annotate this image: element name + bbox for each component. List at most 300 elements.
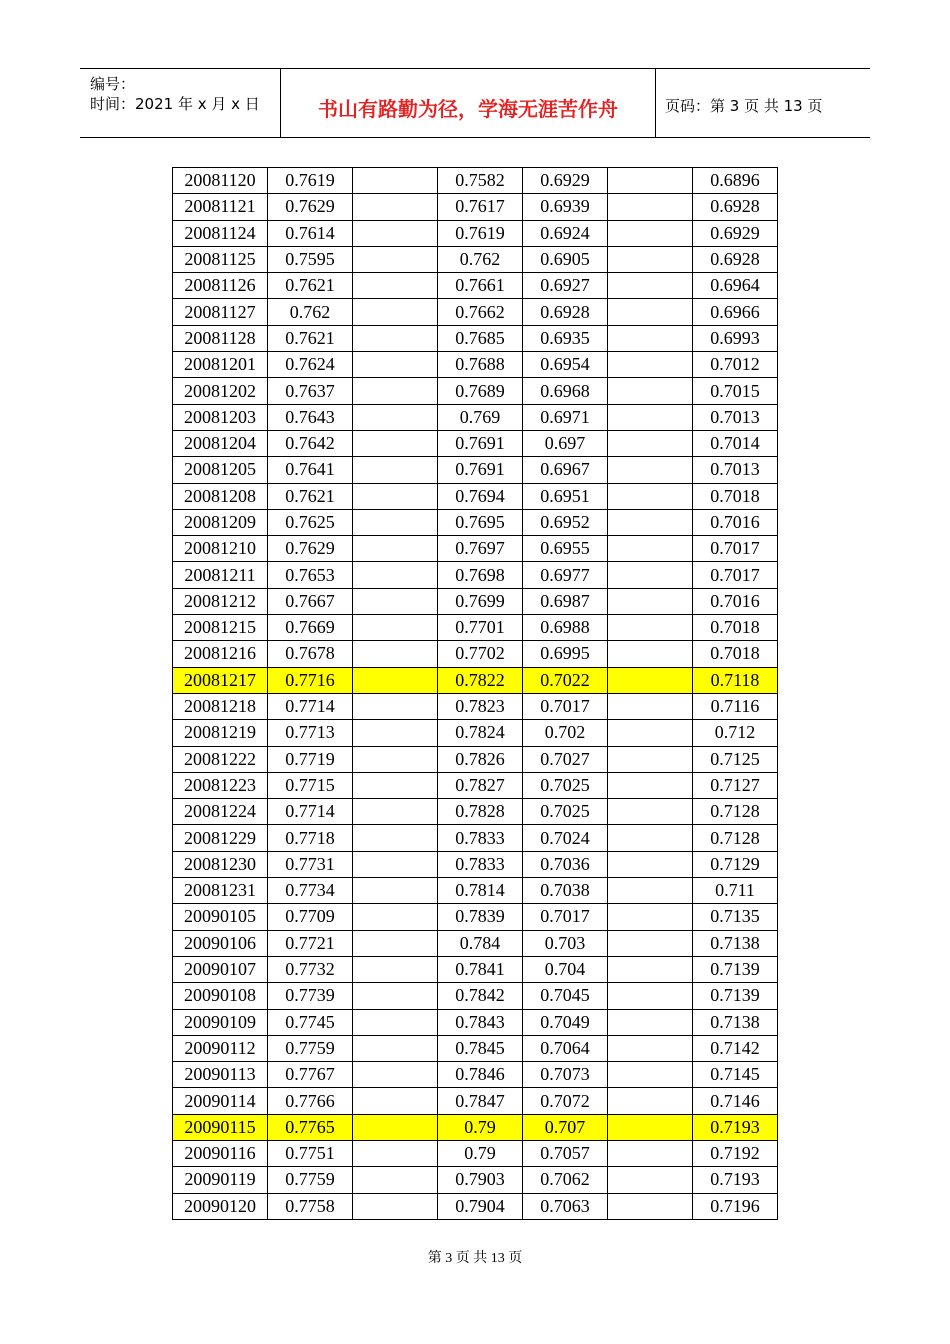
value-cell: 0.6977 xyxy=(523,562,608,588)
value-cell: 0.6952 xyxy=(523,509,608,535)
value-cell: 0.6929 xyxy=(523,168,608,194)
value-cell: 0.7847 xyxy=(438,1088,523,1114)
value-cell: 0.703 xyxy=(523,930,608,956)
value-cell: 0.6929 xyxy=(693,220,778,246)
date-cell: 20081208 xyxy=(173,483,268,509)
table-row xyxy=(173,1088,778,1114)
table-row xyxy=(173,930,778,956)
value-cell xyxy=(353,746,438,772)
date-cell: 20081203 xyxy=(173,404,268,430)
value-cell: 0.7823 xyxy=(438,693,523,719)
value-cell: 0.7614 xyxy=(268,220,353,246)
value-cell xyxy=(608,956,693,982)
value-cell: 0.7827 xyxy=(438,772,523,798)
value-cell: 0.7716 xyxy=(268,667,353,693)
date-cell: 20081120 xyxy=(173,168,268,194)
value-cell: 0.7691 xyxy=(438,457,523,483)
value-cell: 0.6993 xyxy=(693,325,778,351)
table-row xyxy=(173,457,778,483)
value-cell: 0.7904 xyxy=(438,1193,523,1219)
value-cell: 0.6971 xyxy=(523,404,608,430)
date-cell: 20081218 xyxy=(173,693,268,719)
value-cell: 0.7013 xyxy=(693,404,778,430)
value-cell xyxy=(353,299,438,325)
value-cell: 0.7751 xyxy=(268,1140,353,1166)
value-cell: 0.79 xyxy=(438,1114,523,1140)
code-label: 编号： xyxy=(90,75,136,93)
table-row xyxy=(173,194,778,220)
value-cell: 0.7129 xyxy=(693,851,778,877)
value-cell: 0.7715 xyxy=(268,772,353,798)
table-row xyxy=(173,430,778,456)
value-cell xyxy=(353,825,438,851)
value-cell xyxy=(608,1009,693,1035)
value-cell: 0.7018 xyxy=(693,483,778,509)
value-cell: 0.7759 xyxy=(268,1167,353,1193)
date-cell: 20081204 xyxy=(173,430,268,456)
value-cell xyxy=(608,1088,693,1114)
value-cell xyxy=(608,615,693,641)
value-cell xyxy=(608,1062,693,1088)
table-row xyxy=(173,1193,778,1219)
value-cell xyxy=(353,772,438,798)
table-row xyxy=(173,851,778,877)
table-row xyxy=(173,325,778,351)
date-cell: 20090105 xyxy=(173,904,268,930)
value-cell: 0.6964 xyxy=(693,273,778,299)
value-cell: 0.7669 xyxy=(268,615,353,641)
value-cell: 0.79 xyxy=(438,1140,523,1166)
date-cell: 20081219 xyxy=(173,720,268,746)
value-cell: 0.7845 xyxy=(438,1035,523,1061)
table-row xyxy=(173,904,778,930)
table-row xyxy=(173,1167,778,1193)
value-cell: 0.6928 xyxy=(523,299,608,325)
header-motto-cell xyxy=(280,69,656,137)
value-cell: 0.7017 xyxy=(693,536,778,562)
value-cell: 0.7017 xyxy=(523,904,608,930)
table-row xyxy=(173,352,778,378)
value-cell: 0.7828 xyxy=(438,799,523,825)
value-cell: 0.7017 xyxy=(693,562,778,588)
value-cell: 0.7016 xyxy=(693,509,778,535)
value-cell: 0.7072 xyxy=(523,1088,608,1114)
value-cell: 0.7662 xyxy=(438,299,523,325)
value-cell: 0.7833 xyxy=(438,851,523,877)
value-cell: 0.7629 xyxy=(268,536,353,562)
value-cell: 0.7012 xyxy=(693,352,778,378)
table-row xyxy=(173,720,778,746)
value-cell: 0.7625 xyxy=(268,509,353,535)
date-cell: 20081128 xyxy=(173,325,268,351)
value-cell xyxy=(353,273,438,299)
value-cell: 0.6967 xyxy=(523,457,608,483)
value-cell: 0.7846 xyxy=(438,1062,523,1088)
value-cell: 0.7128 xyxy=(693,799,778,825)
value-cell: 0.7145 xyxy=(693,1062,778,1088)
value-cell: 0.7193 xyxy=(693,1167,778,1193)
date-cell: 20081210 xyxy=(173,536,268,562)
value-cell: 0.7824 xyxy=(438,720,523,746)
date-cell: 20090115 xyxy=(173,1114,268,1140)
date-cell: 20090112 xyxy=(173,1035,268,1061)
value-cell: 0.7642 xyxy=(268,430,353,456)
value-cell: 0.6924 xyxy=(523,220,608,246)
value-cell xyxy=(608,983,693,1009)
value-cell: 0.762 xyxy=(438,246,523,272)
value-cell: 0.7714 xyxy=(268,799,353,825)
date-cell: 20081124 xyxy=(173,220,268,246)
value-cell: 0.6935 xyxy=(523,325,608,351)
table-row xyxy=(173,1140,778,1166)
value-cell: 0.7127 xyxy=(693,772,778,798)
value-cell xyxy=(608,1167,693,1193)
value-cell: 0.7709 xyxy=(268,904,353,930)
value-cell: 0.7841 xyxy=(438,956,523,982)
value-cell: 0.6951 xyxy=(523,483,608,509)
value-cell: 0.7767 xyxy=(268,1062,353,1088)
motto-text: 书山有路勤为径，学海无涯苦作舟 xyxy=(318,97,618,121)
value-cell: 0.7138 xyxy=(693,1009,778,1035)
value-cell xyxy=(353,220,438,246)
value-cell: 0.7595 xyxy=(268,246,353,272)
value-cell: 0.7629 xyxy=(268,194,353,220)
value-cell: 0.6968 xyxy=(523,378,608,404)
value-cell xyxy=(353,168,438,194)
value-cell xyxy=(353,536,438,562)
value-cell: 0.7697 xyxy=(438,536,523,562)
value-cell: 0.7641 xyxy=(268,457,353,483)
value-cell: 0.7057 xyxy=(523,1140,608,1166)
date-cell: 20081205 xyxy=(173,457,268,483)
value-cell xyxy=(353,1140,438,1166)
value-cell: 0.7018 xyxy=(693,641,778,667)
date-cell: 20081125 xyxy=(173,246,268,272)
value-cell xyxy=(353,1088,438,1114)
value-cell: 0.7118 xyxy=(693,667,778,693)
value-cell: 0.7667 xyxy=(268,588,353,614)
value-cell: 0.7196 xyxy=(693,1193,778,1219)
value-cell: 0.7018 xyxy=(693,615,778,641)
value-cell: 0.7714 xyxy=(268,693,353,719)
table-row xyxy=(173,378,778,404)
value-cell xyxy=(353,352,438,378)
value-cell: 0.7691 xyxy=(438,430,523,456)
value-cell: 0.7125 xyxy=(693,746,778,772)
value-cell: 0.697 xyxy=(523,430,608,456)
value-cell xyxy=(608,799,693,825)
value-cell: 0.7025 xyxy=(523,772,608,798)
value-cell xyxy=(353,1009,438,1035)
value-cell xyxy=(608,772,693,798)
value-cell: 0.7192 xyxy=(693,1140,778,1166)
value-cell xyxy=(608,483,693,509)
date-cell: 20081121 xyxy=(173,194,268,220)
value-cell: 0.7833 xyxy=(438,825,523,851)
date-cell: 20081126 xyxy=(173,273,268,299)
date-cell: 20090114 xyxy=(173,1088,268,1114)
value-cell: 0.7049 xyxy=(523,1009,608,1035)
value-cell xyxy=(608,168,693,194)
date-cell: 20081224 xyxy=(173,799,268,825)
value-cell: 0.6955 xyxy=(523,536,608,562)
value-cell: 0.7718 xyxy=(268,825,353,851)
value-cell xyxy=(353,720,438,746)
table-row xyxy=(173,1009,778,1035)
value-cell xyxy=(353,956,438,982)
page-number-label: 页码：第 3 页 共 13 页 xyxy=(665,97,823,115)
value-cell: 0.7017 xyxy=(523,693,608,719)
value-cell: 0.7678 xyxy=(268,641,353,667)
value-cell: 0.7758 xyxy=(268,1193,353,1219)
value-cell xyxy=(353,799,438,825)
value-cell: 0.7739 xyxy=(268,983,353,1009)
table-row xyxy=(173,299,778,325)
date-cell: 20081231 xyxy=(173,878,268,904)
value-cell xyxy=(353,1193,438,1219)
value-cell: 0.6928 xyxy=(693,246,778,272)
table-row xyxy=(173,825,778,851)
value-cell: 0.7062 xyxy=(523,1167,608,1193)
table-row xyxy=(173,509,778,535)
value-cell xyxy=(608,325,693,351)
table-row xyxy=(173,799,778,825)
value-cell: 0.7038 xyxy=(523,878,608,904)
page-header xyxy=(80,68,870,138)
value-cell xyxy=(353,509,438,535)
value-cell: 0.7822 xyxy=(438,667,523,693)
value-cell: 0.6987 xyxy=(523,588,608,614)
value-cell xyxy=(608,904,693,930)
value-cell: 0.7142 xyxy=(693,1035,778,1061)
value-cell: 0.7116 xyxy=(693,693,778,719)
value-cell: 0.6939 xyxy=(523,194,608,220)
value-cell xyxy=(608,930,693,956)
table-row xyxy=(173,772,778,798)
value-cell: 0.7699 xyxy=(438,588,523,614)
value-cell: 0.7903 xyxy=(438,1167,523,1193)
value-cell: 0.7027 xyxy=(523,746,608,772)
value-cell: 0.702 xyxy=(523,720,608,746)
value-cell xyxy=(608,457,693,483)
table-row xyxy=(173,615,778,641)
value-cell xyxy=(608,746,693,772)
value-cell: 0.712 xyxy=(693,720,778,746)
value-cell: 0.7661 xyxy=(438,273,523,299)
date-cell: 20090119 xyxy=(173,1167,268,1193)
value-cell xyxy=(353,641,438,667)
value-cell: 0.7653 xyxy=(268,562,353,588)
value-cell xyxy=(608,1114,693,1140)
value-cell xyxy=(608,641,693,667)
value-cell: 0.7013 xyxy=(693,457,778,483)
table-row xyxy=(173,273,778,299)
table-row xyxy=(173,220,778,246)
header-page-cell xyxy=(655,69,870,137)
value-cell xyxy=(353,430,438,456)
table-row xyxy=(173,983,778,1009)
value-cell xyxy=(608,246,693,272)
value-cell xyxy=(608,851,693,877)
value-cell xyxy=(353,615,438,641)
date-cell: 20090113 xyxy=(173,1062,268,1088)
value-cell xyxy=(353,904,438,930)
value-cell xyxy=(353,878,438,904)
value-cell xyxy=(608,693,693,719)
value-cell: 0.7619 xyxy=(268,168,353,194)
value-cell: 0.7624 xyxy=(268,352,353,378)
value-cell: 0.7713 xyxy=(268,720,353,746)
value-cell: 0.7698 xyxy=(438,562,523,588)
value-cell xyxy=(353,1114,438,1140)
date-cell: 20090120 xyxy=(173,1193,268,1219)
value-cell: 0.7036 xyxy=(523,851,608,877)
value-cell: 0.7139 xyxy=(693,956,778,982)
value-cell: 0.7064 xyxy=(523,1035,608,1061)
value-cell: 0.7135 xyxy=(693,904,778,930)
value-cell xyxy=(608,720,693,746)
value-cell: 0.7139 xyxy=(693,983,778,1009)
value-cell xyxy=(608,878,693,904)
value-cell: 0.7022 xyxy=(523,667,608,693)
date-cell: 20081209 xyxy=(173,509,268,535)
date-cell: 20081216 xyxy=(173,641,268,667)
value-cell xyxy=(608,1140,693,1166)
value-cell: 0.7695 xyxy=(438,509,523,535)
value-cell: 0.7621 xyxy=(268,483,353,509)
value-cell: 0.7024 xyxy=(523,825,608,851)
value-cell xyxy=(353,1035,438,1061)
value-cell: 0.7826 xyxy=(438,746,523,772)
value-cell xyxy=(608,562,693,588)
value-cell: 0.7619 xyxy=(438,220,523,246)
value-cell: 0.6954 xyxy=(523,352,608,378)
value-cell: 0.7745 xyxy=(268,1009,353,1035)
date-cell: 20081211 xyxy=(173,562,268,588)
value-cell xyxy=(353,851,438,877)
value-cell: 0.6995 xyxy=(523,641,608,667)
table-row xyxy=(173,1035,778,1061)
value-cell xyxy=(608,430,693,456)
data-table xyxy=(172,167,778,1220)
value-cell: 0.769 xyxy=(438,404,523,430)
value-cell: 0.7732 xyxy=(268,956,353,982)
value-cell: 0.7138 xyxy=(693,930,778,956)
value-cell: 0.7721 xyxy=(268,930,353,956)
value-cell: 0.784 xyxy=(438,930,523,956)
date-cell: 20090106 xyxy=(173,930,268,956)
value-cell: 0.707 xyxy=(523,1114,608,1140)
value-cell: 0.7689 xyxy=(438,378,523,404)
value-cell: 0.7759 xyxy=(268,1035,353,1061)
value-cell: 0.7621 xyxy=(268,273,353,299)
value-cell xyxy=(353,588,438,614)
value-cell xyxy=(608,273,693,299)
page-footer: 第 3 页 共 13 页 xyxy=(427,1251,523,1266)
table-row xyxy=(173,667,778,693)
value-cell: 0.7731 xyxy=(268,851,353,877)
value-cell: 0.7694 xyxy=(438,483,523,509)
value-cell xyxy=(353,562,438,588)
date-cell: 20081202 xyxy=(173,378,268,404)
table-row xyxy=(173,878,778,904)
value-cell: 0.7045 xyxy=(523,983,608,1009)
value-cell: 0.7063 xyxy=(523,1193,608,1219)
value-cell xyxy=(353,378,438,404)
date-label: 时间：2021 年 x 月 x 日 xyxy=(90,95,260,113)
value-cell xyxy=(608,667,693,693)
date-cell: 20081212 xyxy=(173,588,268,614)
value-cell: 0.7643 xyxy=(268,404,353,430)
date-cell: 20090108 xyxy=(173,983,268,1009)
value-cell: 0.7617 xyxy=(438,194,523,220)
value-cell: 0.6927 xyxy=(523,273,608,299)
value-cell xyxy=(353,1062,438,1088)
date-cell: 20081217 xyxy=(173,667,268,693)
table-body xyxy=(173,168,778,1220)
value-cell: 0.7814 xyxy=(438,878,523,904)
table-row xyxy=(173,641,778,667)
date-cell: 20090107 xyxy=(173,956,268,982)
value-cell: 0.704 xyxy=(523,956,608,982)
value-cell: 0.7719 xyxy=(268,746,353,772)
table-row xyxy=(173,1114,778,1140)
value-cell: 0.6928 xyxy=(693,194,778,220)
value-cell: 0.7734 xyxy=(268,878,353,904)
table-row xyxy=(173,168,778,194)
value-cell: 0.7701 xyxy=(438,615,523,641)
value-cell: 0.7621 xyxy=(268,325,353,351)
value-cell: 0.762 xyxy=(268,299,353,325)
table-row xyxy=(173,588,778,614)
date-cell: 20081223 xyxy=(173,772,268,798)
table-row xyxy=(173,536,778,562)
value-cell: 0.7146 xyxy=(693,1088,778,1114)
value-cell xyxy=(608,588,693,614)
table-row xyxy=(173,956,778,982)
value-cell xyxy=(353,194,438,220)
value-cell xyxy=(608,1035,693,1061)
date-cell: 20081201 xyxy=(173,352,268,378)
value-cell xyxy=(608,825,693,851)
value-cell: 0.7842 xyxy=(438,983,523,1009)
value-cell: 0.7843 xyxy=(438,1009,523,1035)
date-cell: 20081127 xyxy=(173,299,268,325)
value-cell: 0.7015 xyxy=(693,378,778,404)
value-cell xyxy=(608,194,693,220)
value-cell: 0.7637 xyxy=(268,378,353,404)
table-row xyxy=(173,693,778,719)
value-cell xyxy=(353,483,438,509)
value-cell xyxy=(353,325,438,351)
value-cell: 0.7128 xyxy=(693,825,778,851)
table-row xyxy=(173,404,778,430)
value-cell xyxy=(608,299,693,325)
value-cell: 0.7702 xyxy=(438,641,523,667)
date-cell: 20081222 xyxy=(173,746,268,772)
value-cell: 0.7685 xyxy=(438,325,523,351)
value-cell: 0.6905 xyxy=(523,246,608,272)
value-cell: 0.6966 xyxy=(693,299,778,325)
value-cell: 0.6988 xyxy=(523,615,608,641)
date-cell: 20090109 xyxy=(173,1009,268,1035)
value-cell xyxy=(353,1167,438,1193)
value-cell xyxy=(353,930,438,956)
table-row xyxy=(173,1062,778,1088)
value-cell xyxy=(353,983,438,1009)
value-cell: 0.7765 xyxy=(268,1114,353,1140)
table-row xyxy=(173,562,778,588)
